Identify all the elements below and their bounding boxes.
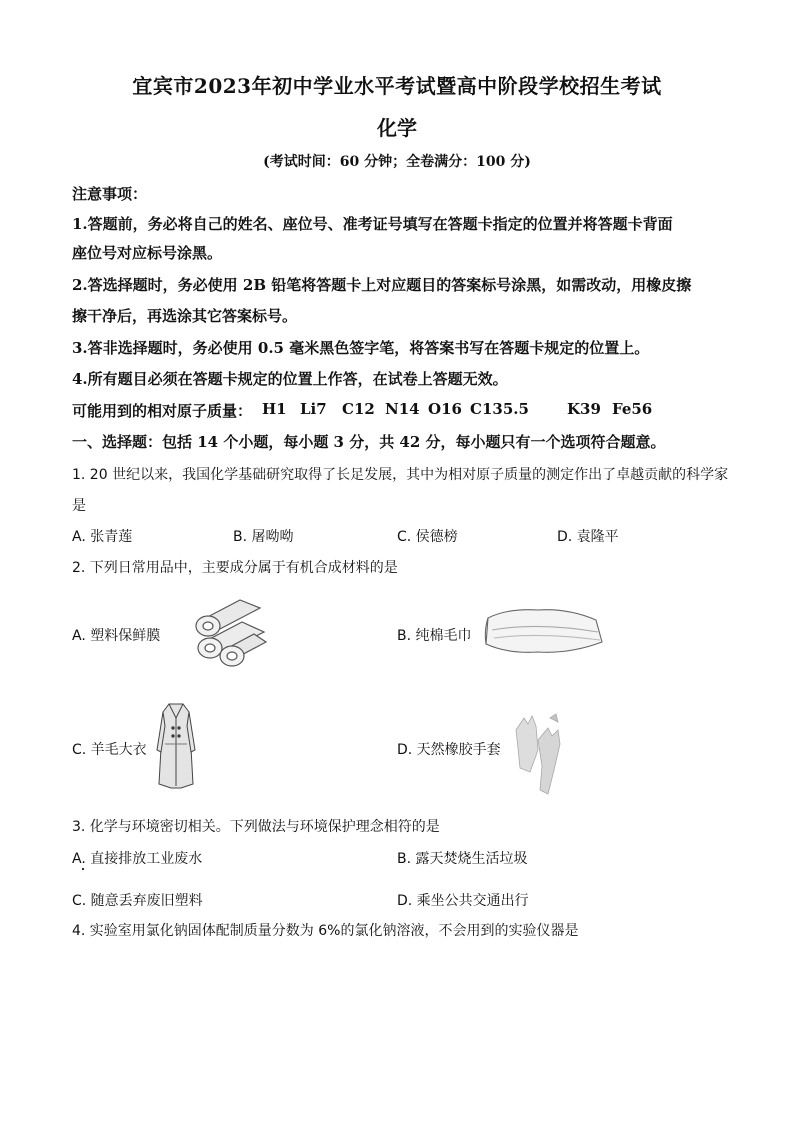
wool-coat-image [155,700,197,792]
section-heading: 一、选择题：包括 14 个小题，每小题 3 分，共 42 分，每小题只有一个选项符合题意。 [72,433,666,451]
cotton-towel-image [478,600,608,662]
exam-title: 宜宾市2023年初中学业水平考试暨高中阶段学校招生考试 [132,74,662,98]
atomic-mass-fe: Fe56 [612,400,653,418]
q2-option-b: B. 纯棉毛巾 [397,628,472,644]
atomic-mass-k: K39 [567,400,601,418]
q3-option-b: B. 露天焚烧生活垃圾 [397,851,528,867]
q1-option-d: D. 袁隆平 [557,529,619,545]
notice-heading: 注意事项： [72,185,148,203]
scan-speck [82,868,84,870]
exam-info: (考试时间：60 分钟；全卷满分：100 分) [263,154,531,170]
atomic-mass-li: Li7 [300,400,327,418]
q4-stem: 4. 实验室用氯化钠固体配制质量分数为 6%的氯化钠溶液，不会用到的实验仪器是 [72,923,579,939]
q1-option-c: C. 侯德榜 [397,529,458,545]
q3-option-a: A. 直接排放工业废水 [72,851,203,867]
notice-item-2: 2.答选择题时，务必使用 2B 铅笔将答题卡上对应题目的答案标号涂黑，如需改动，用橡皮擦 [72,276,692,294]
notice-item-1-cont: 座位号对应标号涂黑。 [72,244,223,262]
subject-title: 化学 [377,116,417,140]
notice-item-2-cont: 擦干净后，再选涂其它答案标号。 [72,307,298,325]
atomic-mass-h: H1 [262,400,287,418]
q2-option-c: C. 羊毛大衣 [72,742,147,758]
atomic-mass-label: 可能用到的相对原子质量： [72,402,253,420]
q1-option-b: B. 屠呦呦 [233,529,294,545]
notice-item-4: 4.所有题目必须在答题卡规定的位置上作答，在试卷上答题无效。 [72,370,508,388]
q1-option-a: A. 张青莲 [72,529,133,545]
atomic-mass-o: O16 [428,400,462,418]
atomic-mass-n: N14 [385,400,420,418]
notice-item-3: 3.答非选择题时，务必使用 0.5 毫米黑色签字笔，将答案书写在答题卡规定的位置上。 [72,339,650,357]
q1-stem: 1. 20 世纪以来，我国化学基础研究取得了长足发展，其中为相对原子质量的测定作出了卓越贡献的科学家 [72,467,729,483]
atomic-mass-c: C12 [342,400,375,418]
notice-item-1: 1.答题前，务必将自己的姓名、座位号、准考证号填写在答题卡指定的位置并将答题卡背面 [72,215,673,233]
q2-option-a: A. 塑料保鲜膜 [72,628,161,644]
q3-option-d: D. 乘坐公共交通出行 [397,893,529,909]
q3-option-c: C. 随意丢弃废旧塑料 [72,893,203,909]
atomic-mass-cl: C135.5 [470,400,529,418]
rubber-gloves-image [508,710,568,798]
q2-stem: 2. 下列日常用品中，主要成分属于有机合成材料的是 [72,560,398,576]
q2-option-d: D. 天然橡胶手套 [397,742,501,758]
q3-stem: 3. 化学与环境密切相关。下列做法与环境保护理念相符的是 [72,819,440,835]
q1-stem-cont: 是 [72,498,86,514]
plastic-wrap-rolls-image [180,592,270,670]
